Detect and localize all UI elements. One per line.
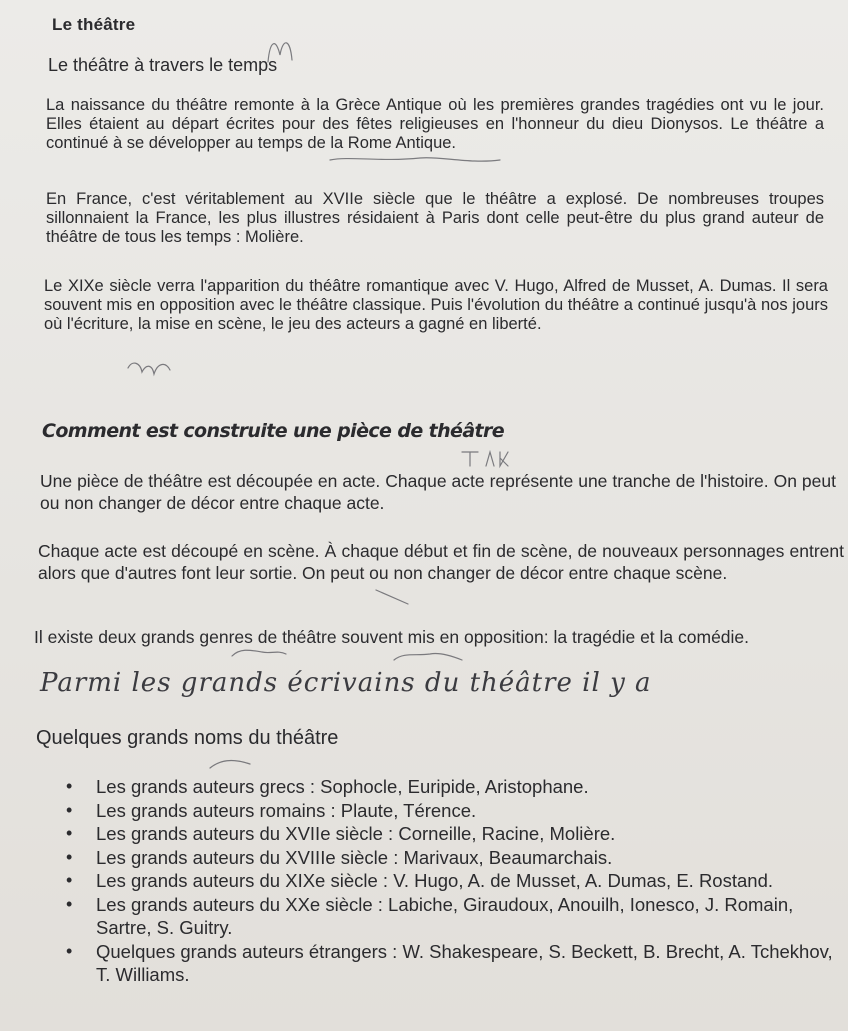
document-subtitle: Le théâtre à travers le temps: [48, 55, 278, 75]
paragraph-genres: Il existe deux grands genres de théâtre souvent mis en opposition: la tragédie et la comédie.: [34, 627, 750, 647]
list-item: • Les grands auteurs du XVIIIe siècle : Marivaux, Beaumarchais.: [36, 846, 836, 870]
scribble-mark: [376, 590, 408, 604]
list-item: • Les grands auteurs grecs : Sophocle, Euripide, Aristophane.: [36, 775, 836, 799]
scribble-mark: [394, 653, 462, 660]
section-heading-noms: Quelques grands noms du théâtre: [36, 727, 339, 749]
section-heading-construction: Comment est construite une pièce de théâtre: [42, 420, 505, 442]
list-item: • Les grands auteurs romains : Plaute, Térence.: [36, 799, 836, 823]
paragraph-scenes: Chaque acte est découpé en scène. À chaque début et fin de scène, de nouveaux personnages entrent alors que d'autres font leur sortie. On peut ou non changer de décor entre chaque scène.: [38, 541, 844, 583]
scribble-mark: [462, 452, 508, 466]
scribble-mark: [210, 761, 250, 768]
paragraph-actes: Une pièce de théâtre est découpée en acte. Chaque acte représente une tranche de l'histoire. On peut ou non changer de décor entre chaque acte.: [40, 471, 836, 513]
paragraph-origins: La naissance du théâtre remonte à la Grèce Antique où les premières grandes tragédies ont vu le jour. Elles étaient au départ écrites pour des fêtes religieuses en l'honneur du dieu Dionysos. Le théâtre a continué à se développer au temps de la Rome Antique.: [46, 96, 824, 152]
paragraph-19th-century: Le XIXe siècle verra l'apparition du théâtre romantique avec V. Hugo, Alfred de Musset, A. Dumas. Il sera souvent mis en opposition avec le théâtre classique. Puis l'évolution du théâtre a continué jusqu'à nos jours où l'écriture, la mise en scène, le jeu des acteurs a gagné en liberté.: [44, 277, 828, 333]
list-item: • Les grands auteurs du XVIIe siècle : Corneille, Racine, Molière.: [36, 822, 836, 846]
scribble-mark: [232, 650, 286, 656]
scribble-mark: [128, 363, 170, 374]
list-item: • Quelques grands auteurs étrangers : W. Shakespeare, S. Beckett, B. Brecht, A. Tchekhov, T. Williams.: [36, 940, 836, 987]
document-title: Le théâtre: [52, 15, 136, 34]
list-item: • Les grands auteurs du XIXe siècle : V. Hugo, A. de Musset, A. Dumas, E. Rostand.: [36, 869, 836, 893]
paragraph-france: En France, c'est véritablement au XVIIe siècle que le théâtre a explosé. De nombreuses troupes sillonnaient la France, les plus illustres résidaient à Paris dont celle peut-être du plus grand auteur de théâtre de tous les temps : Molière.: [46, 190, 824, 246]
list-item: • Les grands auteurs du XXe siècle : Labiche, Giraudoux, Anouilh, Ionesco, J. Romain, Sartre, S. Guitry.: [36, 893, 836, 940]
scribble-mark: [330, 158, 500, 161]
handwritten-note: Parmi les grands écrivains du théâtre il y a: [40, 668, 652, 698]
authors-list: [36, 775, 836, 987]
